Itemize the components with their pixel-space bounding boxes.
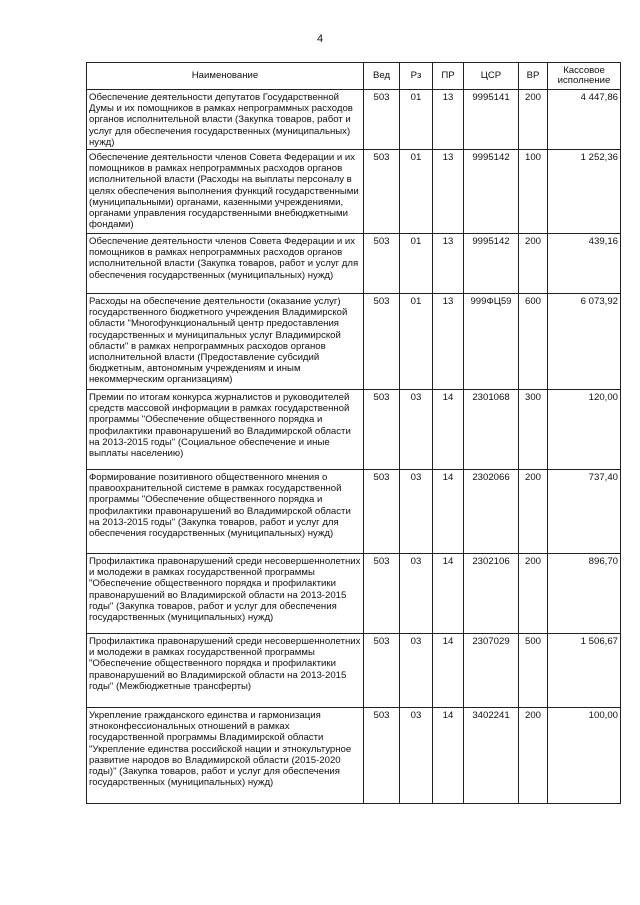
table-row [87, 390, 621, 470]
cell-pr: 14 [433, 390, 464, 470]
cell-rz: 03 [400, 634, 433, 708]
cell-pr: 14 [433, 470, 464, 554]
cell-amount: 100,00 [548, 708, 621, 804]
cell-name: Обеспечение деятельности членов Совета Федерации и их помощников в рамках непрограммных расходов органов исполнительной власти (Закупка товаров, работ и услуг для обеспечения государственных (муниципальных) нужд) [87, 234, 364, 294]
cell-name: Укрепление гражданского единства и гармонизация этноконфессиональных отношений в рамках государственной программы Владимирской области "Укрепление единства российской нации и этнокультурное развитие народов во Владимирской области (2015-2020 годы)" (Закупка товаров, работ и услуг для обеспечения государственных (муниципальных) нужд) [87, 708, 364, 804]
cell-rz: 01 [400, 90, 433, 150]
cell-vr: 300 [519, 390, 548, 470]
cell-name: Профилактика правонарушений среди несовершеннолетних и молодежи в рамках государственной программы "Обеспечение общественного порядка и профилактики правонарушений во Владимирской области на 2013-2015 годы" (Межбюджетные трансферты) [87, 634, 364, 708]
table-row [87, 90, 621, 150]
table-row [87, 634, 621, 708]
column-header-pr: ПР [433, 63, 464, 90]
cell-vr: 500 [519, 634, 548, 708]
cell-vr: 100 [519, 150, 548, 234]
cell-ved: 503 [364, 554, 400, 634]
column-header-rz: Рз [400, 63, 433, 90]
cell-amount: 4 447,86 [548, 90, 621, 150]
table-row [87, 234, 621, 294]
cell-csr: 2302106 [464, 554, 519, 634]
cell-csr: 999ФЦ59 [464, 294, 519, 390]
cell-csr: 2302066 [464, 470, 519, 554]
cell-amount: 1 252,36 [548, 150, 621, 234]
cell-name: Премии по итогам конкурса журналистов и руководителей средств массовой информации в рамках государственной программы "Обеспечение общественного порядка и профилактики правонарушений во Владимирской области на 2013-2015 годы" (Социальное обеспечение и иные выплаты населению) [87, 390, 364, 470]
cell-vr: 200 [519, 90, 548, 150]
cell-csr: 9995142 [464, 150, 519, 234]
cell-csr: 9995141 [464, 90, 519, 150]
cell-rz: 01 [400, 234, 433, 294]
cell-vr: 200 [519, 234, 548, 294]
cell-csr: 2307029 [464, 634, 519, 708]
cell-amount: 120,00 [548, 390, 621, 470]
cell-pr: 13 [433, 234, 464, 294]
column-header-vr: ВР [519, 63, 548, 90]
cell-ved: 503 [364, 708, 400, 804]
cell-csr: 3402241 [464, 708, 519, 804]
cell-rz: 01 [400, 150, 433, 234]
cell-rz: 03 [400, 708, 433, 804]
cell-pr: 13 [433, 150, 464, 234]
cell-vr: 200 [519, 470, 548, 554]
cell-name: Обеспечение деятельности депутатов Государственной Думы и их помощников в рамках непрограммных расходов органов исполнительной власти (Закупка товаров, работ и услуг для обеспечения государственных (муниципальных) нужд) [87, 90, 364, 150]
cell-amount: 737,40 [548, 470, 621, 554]
cell-vr: 200 [519, 708, 548, 804]
cell-rz: 01 [400, 294, 433, 390]
cell-amount: 1 506,67 [548, 634, 621, 708]
cell-ved: 503 [364, 294, 400, 390]
cell-ved: 503 [364, 634, 400, 708]
cell-name: Обеспечение деятельности членов Совета Федерации и их помощников в рамках непрограммных расходов органов исполнительной власти (Расходы на выплаты персоналу в целях обеспечения выполнения функций государственными (муниципальными) органами, казенными учреждениями, органами управления государственными внебюджетными фондами) [87, 150, 364, 234]
cell-ved: 503 [364, 470, 400, 554]
cell-amount: 439,16 [548, 234, 621, 294]
table-row [87, 708, 621, 804]
column-header-csr: ЦСР [464, 63, 519, 90]
cell-rz: 03 [400, 390, 433, 470]
cell-name: Профилактика правонарушений среди несовершеннолетних и молодежи в рамках государственной программы "Обеспечение общественного порядка и профилактики правонарушений во Владимирской области на 2013-2015 годы" (Закупка товаров, работ и услуг для обеспечения государственных (муниципальных) нужд) [87, 554, 364, 634]
cell-pr: 13 [433, 294, 464, 390]
cell-amount: 6 073,92 [548, 294, 621, 390]
cell-pr: 14 [433, 708, 464, 804]
cell-pr: 14 [433, 634, 464, 708]
cell-vr: 200 [519, 554, 548, 634]
cell-csr: 2301068 [464, 390, 519, 470]
column-header-name: Наименование [87, 63, 364, 90]
cell-pr: 13 [433, 90, 464, 150]
cell-rz: 03 [400, 554, 433, 634]
cell-pr: 14 [433, 554, 464, 634]
table-row [87, 470, 621, 554]
cell-ved: 503 [364, 234, 400, 294]
cell-csr: 9995142 [464, 234, 519, 294]
cell-ved: 503 [364, 90, 400, 150]
cell-name: Расходы на обеспечение деятельности (оказание услуг) государственного бюджетного учреждения Владимирской области "Многофункциональный центр предоставления государственных и муниципальных услуг Владимирской области" в рамках непрограммных расходов органов исполнительной власти (Предоставление субсидий бюджетным, автономным учреждениям и иным некоммерческим организациям) [87, 294, 364, 390]
cell-ved: 503 [364, 390, 400, 470]
table-header-row [87, 63, 621, 90]
page-number: 4 [316, 33, 324, 45]
cell-name: Формирование позитивного общественного мнения о правоохранительной системе в рамках государственной программы "Обеспечение общественного порядка и профилактики правонарушений во Владимирской области на 2013-2015 годы" (Закупка товаров, работ и услуг для обеспечения государственных (муниципальных) нужд) [87, 470, 364, 554]
budget-table [86, 62, 621, 804]
cell-vr: 600 [519, 294, 548, 390]
table-row [87, 150, 621, 234]
column-header-amount: Кассовое исполнение [548, 63, 621, 90]
cell-rz: 03 [400, 470, 433, 554]
cell-ved: 503 [364, 150, 400, 234]
column-header-ved: Вед [364, 63, 400, 90]
table-row [87, 294, 621, 390]
table-row [87, 554, 621, 634]
cell-amount: 896,70 [548, 554, 621, 634]
